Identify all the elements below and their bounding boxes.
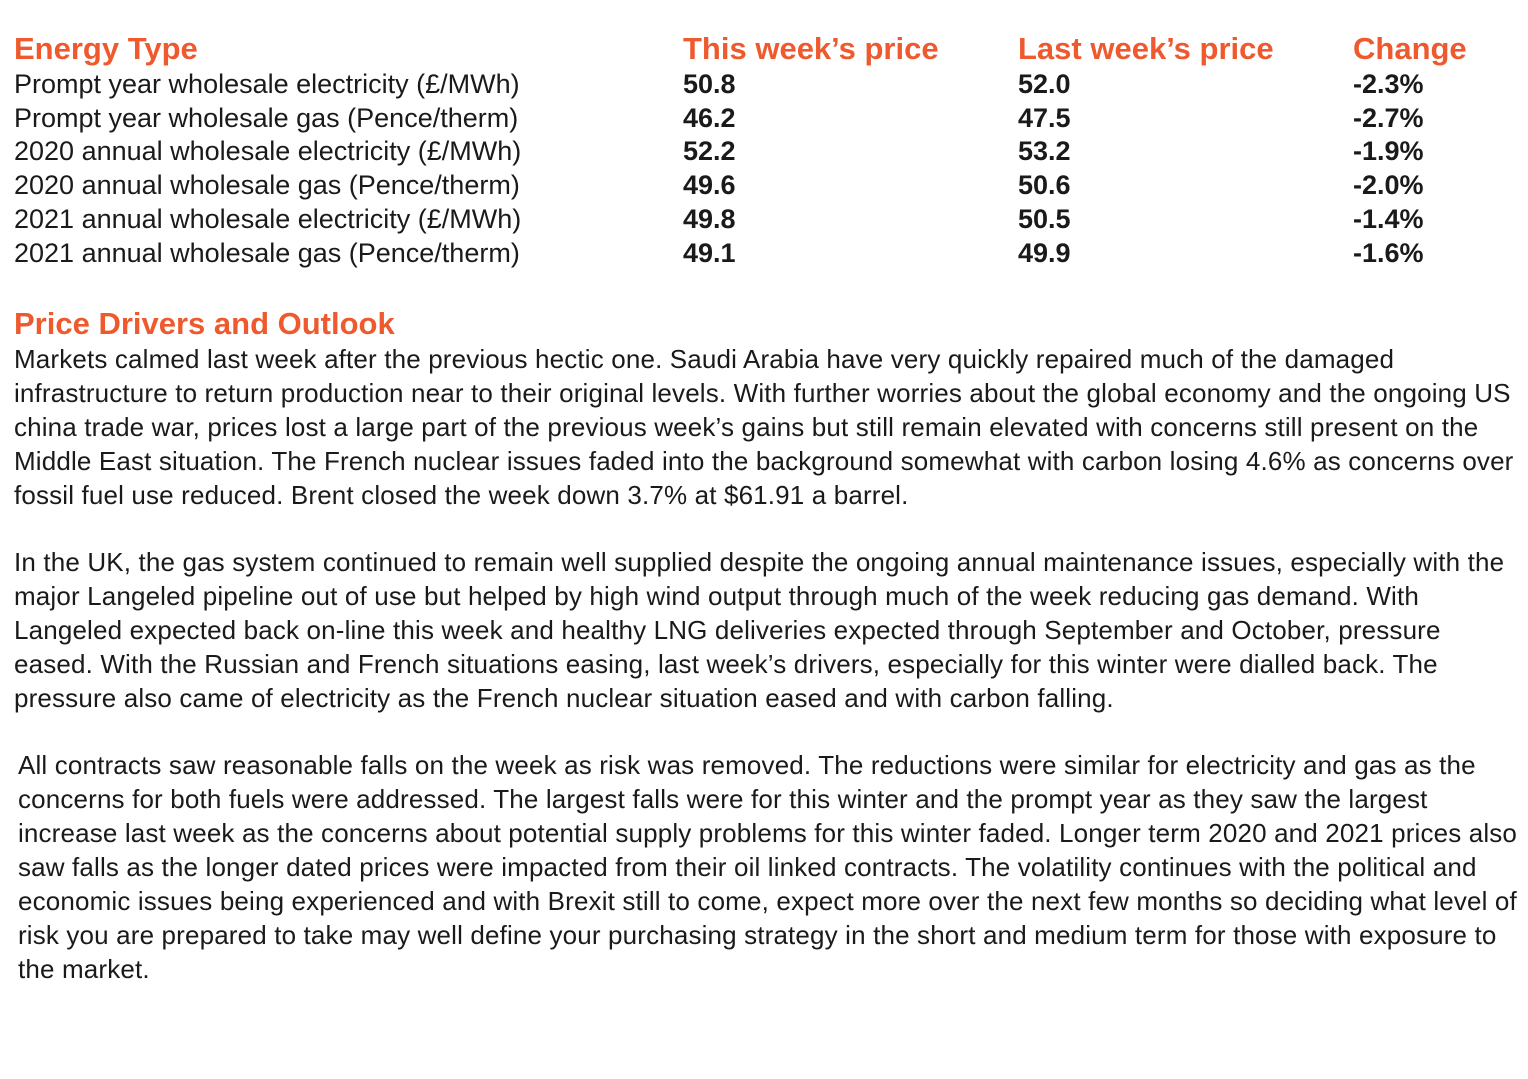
last-week-price-cell: 47.5 bbox=[1018, 102, 1071, 133]
header-this-week-price: This week’s price bbox=[683, 31, 939, 66]
header-change: Change bbox=[1353, 31, 1467, 66]
change-cell: -1.4% bbox=[1353, 203, 1424, 234]
this-week-price-cell: 49.6 bbox=[683, 170, 736, 201]
change-cell: -2.0% bbox=[1353, 170, 1424, 201]
outlook-paragraph: Markets calmed last week after the previous hectic one. Saudi Arabia have very quickly repaired much of the damaged infrastructure to return production near to their original levels. With further worries about the global economy and the ongoing US china trade war, prices lost a large part of the previous week’s gains but still remain elevated with concerns still present on the Middle East situation. The French nuclear issues faded into the background somewhat with carbon losing 4.6% as concerns over fossil fuel use reduced. Brent closed the week down 3.7% at $61.91 a barrel. bbox=[14, 344, 1514, 511]
outlook-paragraph: In the UK, the gas system continued to remain well supplied despite the ongoing annual maintenance issues, especially with the major Langeled pipeline out of use but helped by high wind output through much of the week reducing gas demand. With Langeled expected back on-line this week and healthy LNG deliveries expected through September and October, pressure eased. With the Russian and French situations easing, last week’s drivers, especially for this winter were dialled back. The pressure also came of electricity as the French nuclear situation eased and with carbon falling. bbox=[14, 547, 1505, 714]
outlook-section-title: Price Drivers and Outlook bbox=[14, 306, 395, 342]
last-week-price-cell: 50.6 bbox=[1018, 170, 1071, 201]
last-week-price-cell: 49.9 bbox=[1018, 237, 1071, 268]
energy-type-cell: Prompt year wholesale gas (Pence/therm) bbox=[14, 102, 519, 133]
change-cell: -1.6% bbox=[1353, 237, 1424, 268]
this-week-price-cell: 50.8 bbox=[683, 69, 736, 99]
change-cell: -1.9% bbox=[1353, 136, 1424, 167]
energy-type-cell: 2021 annual wholesale gas (Pence/therm) bbox=[14, 237, 520, 268]
last-week-price-cell: 52.0 bbox=[1018, 69, 1071, 99]
this-week-price-cell: 46.2 bbox=[683, 102, 736, 133]
header-energy-type: Energy Type bbox=[14, 31, 198, 66]
change-cell: -2.7% bbox=[1353, 102, 1424, 133]
last-week-price-cell: 53.2 bbox=[1018, 136, 1071, 167]
energy-type-cell: Prompt year wholesale electricity (£/MWh) bbox=[14, 69, 520, 99]
energy-type-cell: 2020 annual wholesale electricity (£/MWh) bbox=[14, 136, 522, 167]
this-week-price-cell: 52.2 bbox=[683, 136, 736, 167]
change-cell: -2.3% bbox=[1353, 69, 1424, 99]
last-week-price-cell: 50.5 bbox=[1018, 203, 1071, 234]
this-week-price-cell: 49.8 bbox=[683, 203, 736, 234]
price-table bbox=[14, 30, 1519, 270]
energy-type-cell: 2021 annual wholesale electricity (£/MWh) bbox=[14, 203, 522, 234]
energy-type-cell: 2020 annual wholesale gas (Pence/therm) bbox=[14, 170, 520, 201]
this-week-price-cell: 49.1 bbox=[683, 237, 736, 268]
energy-price-report bbox=[14, 30, 1519, 986]
header-last-week-price: Last week’s price bbox=[1018, 31, 1274, 66]
outlook-paragraph: All contracts saw reasonable falls on the week as risk was removed. The reductions were similar for electricity and gas as the concerns for both fuels were addressed. The largest falls were for this winter and the prompt year as they saw the largest increase last week as the concerns about potential supply problems for this winter faded. Longer term 2020 and 2021 prices also saw falls as the longer dated prices were impacted from their oil linked contracts. The volatility continues with the political and economic issues being experienced and with Brexit still to come, expect more over the next few months so deciding what level of risk you are prepared to take may well define your purchasing strategy in the short and medium term for those with exposure to the market. bbox=[18, 750, 1518, 985]
